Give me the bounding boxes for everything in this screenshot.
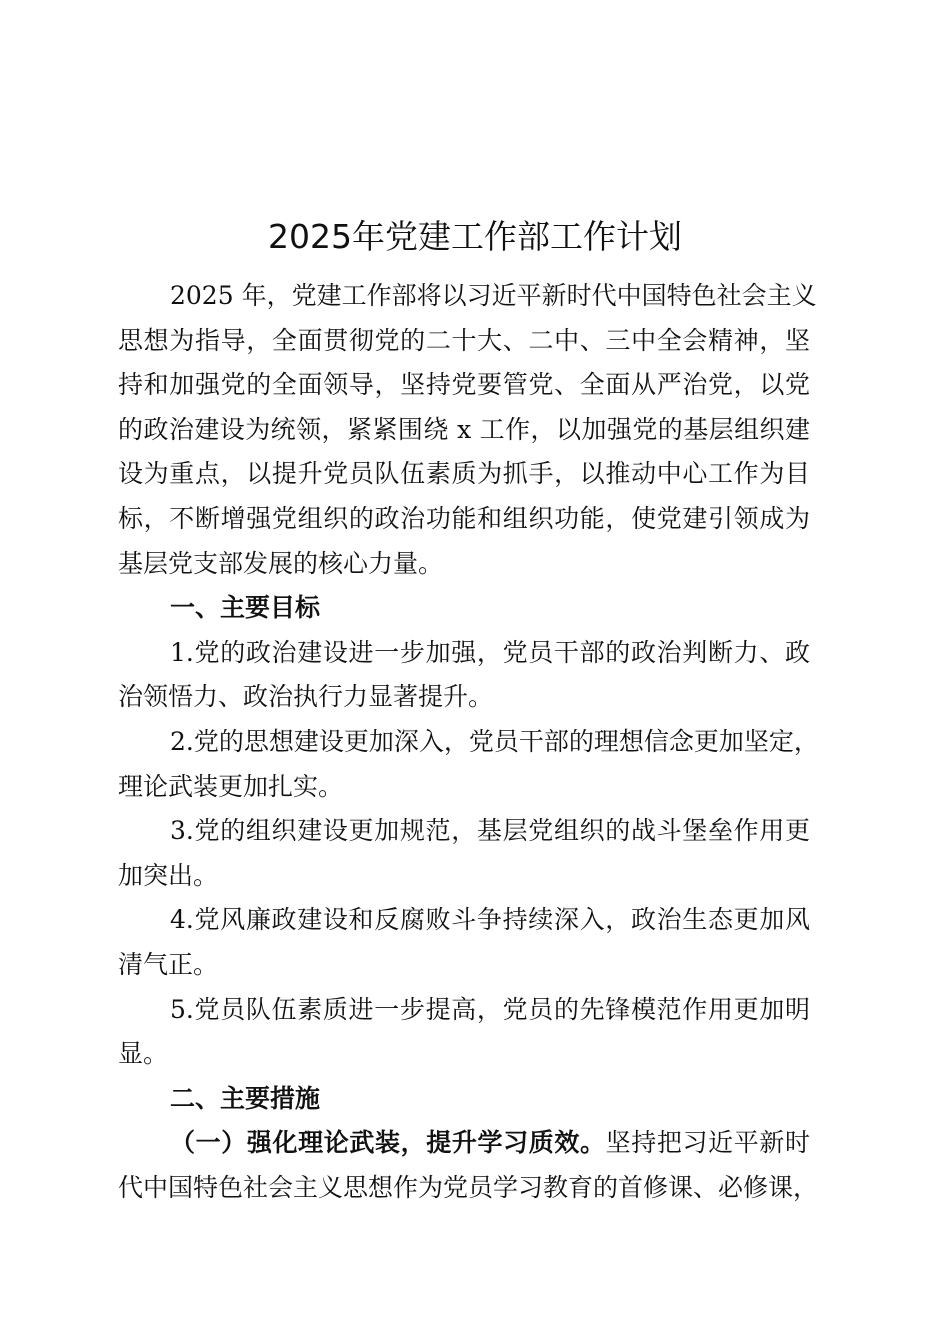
goal-item [118, 631, 810, 720]
text-line: 5.党员队伍素质进一步提高，党员的先锋模范作用更加明 [170, 994, 810, 1024]
document-body [118, 274, 819, 1210]
text-line: 显。 [118, 1039, 169, 1069]
text-line: 代中国特色社会主义思想作为党员学习教育的首修课、必修课， [118, 1172, 819, 1202]
text-line: 的政治建设为统领，紧紧围绕 x 工作，以加强党的基层组织建 [118, 414, 810, 444]
document-title: 2025年党建工作部工作计划 [268, 217, 682, 256]
goal-item [118, 720, 819, 809]
text-line: 基层党支部发展的核心力量。 [118, 548, 444, 578]
text-line: 思想为指导，全面贯彻党的二十大、二中、三中全会精神，坚 [118, 325, 810, 355]
text-run: 坚持把习近平新时 [605, 1128, 810, 1158]
measure-paragraph [118, 1121, 819, 1210]
text-line: 3.党的组织建设更加规范，基层党组织的战斗堡垒作用更 [170, 816, 810, 846]
text-line: 4.党风廉政建设和反腐败斗争持续深入，政治生态更加风 [170, 905, 810, 935]
text-line: 设为重点，以提升党员队伍素质为抓手，以推动中心工作为目 [118, 459, 810, 489]
text-line: 2025 年，党建工作部将以习近平新时代中国特色社会主义 [170, 281, 817, 310]
text-line: 1.党的政治建设进一步加强，党员干部的政治判断力、政 [170, 637, 810, 667]
subheading-bold: （一）强化理论武装，提升学习质效。 [170, 1128, 606, 1158]
text-line: 清气正。 [118, 949, 219, 979]
intro-paragraph [118, 274, 817, 586]
text-line [118, 1121, 810, 1166]
text-line: 加突出。 [118, 860, 219, 890]
text-line: 治领悟力、政治执行力显著提升。 [118, 682, 494, 712]
goal-item [118, 809, 810, 898]
text-line: 标，不断增强党组织的政治功能和组织功能，使党建引领成为 [118, 503, 810, 533]
section-heading: 一、主要目标 [170, 593, 321, 623]
goal-item [118, 898, 810, 987]
goal-item [118, 988, 810, 1077]
text-line: 理论武装更加扎实。 [118, 771, 344, 801]
text-line: 持和加强党的全面领导，坚持党要管党、全面从严治党，以党 [118, 370, 810, 400]
text-line: 2.党的思想建设更加深入，党员干部的理想信念更加坚定， [170, 726, 819, 756]
section-heading: 二、主要措施 [170, 1083, 321, 1113]
